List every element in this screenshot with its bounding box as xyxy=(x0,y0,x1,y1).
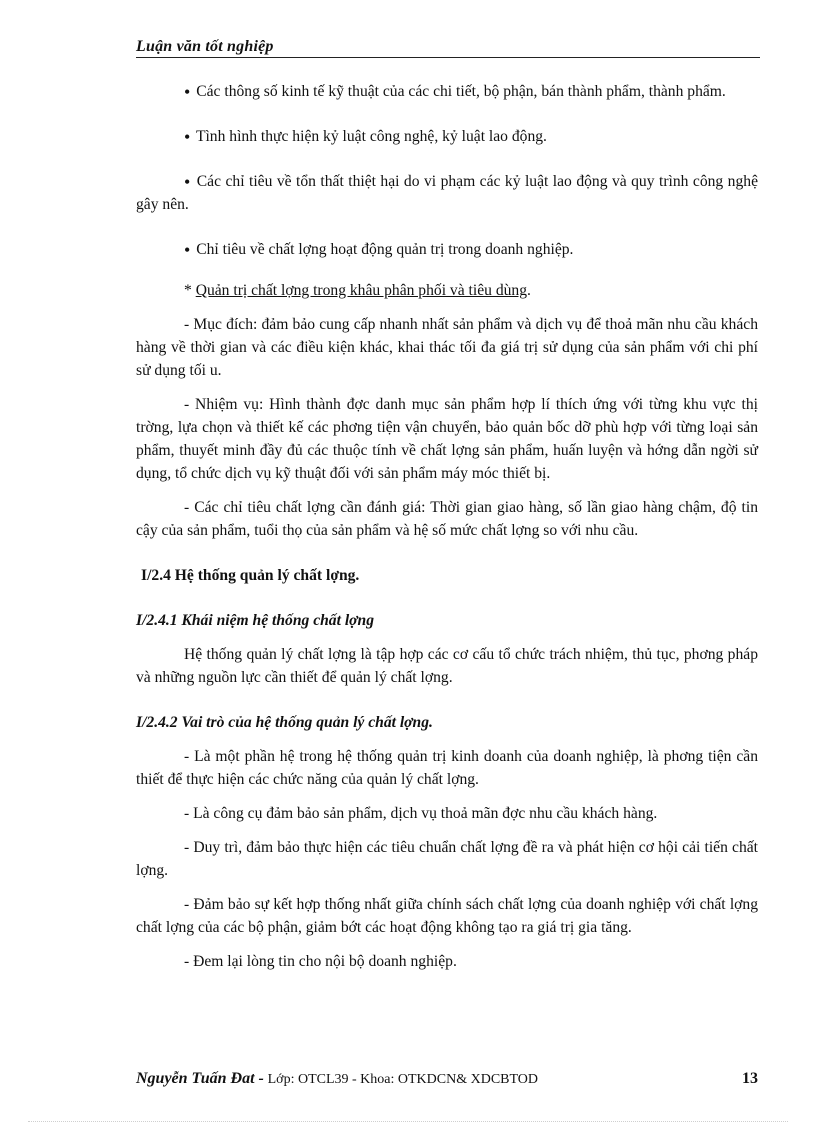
page-edge-divider xyxy=(28,1121,788,1122)
bullet-paragraph xyxy=(136,238,758,261)
subsection-heading: I/2.4.2 Vai trò của hệ thống quản lý chất lợng. xyxy=(136,714,433,731)
page-body xyxy=(136,80,758,973)
bullet-icon: • xyxy=(184,172,191,192)
page-number: 13 xyxy=(742,1070,758,1087)
role-paragraph: - Đem lại lòng tin cho nội bộ doanh nghiệp. xyxy=(184,953,457,970)
paragraph-chi-tieu: - Các chỉ tiêu chất lợng cần đánh giá: Thời gian giao hàng, số lần giao hàng chậm, độ tin cậy của sản phẩm, tuổi thọ của sản phẩm và hệ số mức chất lợng so với nhu cầu. xyxy=(136,499,758,539)
star-heading xyxy=(136,279,758,302)
bullet-text: Chỉ tiêu về chất lợng hoạt động quản trị trong doanh nghiệp. xyxy=(196,241,574,258)
bullet-text: Các chỉ tiêu về tổn thất thiệt hại do vi phạm các kỷ luật lao động và quy trình công nghệ gây nên. xyxy=(136,173,758,213)
bullet-icon: • xyxy=(184,82,191,102)
bullet-paragraph xyxy=(136,170,758,216)
star-heading-text: Quản trị chất lợng trong khâu phân phối và tiêu dùng xyxy=(195,282,528,299)
bullet-text: Các thông số kinh tế kỹ thuật của các chi tiết, bộ phận, bán thành phẩm, thành phẩm. xyxy=(196,83,726,100)
paragraph-nhiem-vu: - Nhiệm vụ: Hình thành đợc danh mục sản phẩm hợp lí thích ứng với từng khu vực thị trờng, lựa chọn và thiết kế các phơng tiện vận chuyển, bảo quản bốc dỡ phù hợp với từng loại sản phẩm, thuyết minh đầy đủ các thuộc tính về chất lợng sản phẩm, huấn luyện và hớng dẫn ngời sử dụng, tổ chức dịch vụ kỹ thuật đối với sản phẩm máy móc thiết bị. xyxy=(136,396,758,482)
role-paragraph: - Là một phần hệ trong hệ thống quản trị kinh doanh của doanh nghiệp, là phơng tiện cần thiết để thực hiện các chức năng của quản lý chất lợng. xyxy=(136,748,758,788)
bullet-icon: • xyxy=(184,127,191,147)
bullet-paragraph xyxy=(136,125,758,148)
bullet-icon: • xyxy=(184,240,191,260)
page-footer xyxy=(136,1070,760,1088)
subsection-heading: I/2.4.1 Khái niệm hệ thống chất lợng xyxy=(136,612,374,629)
paragraph-muc-dich: - Mục đích: đảm bảo cung cấp nhanh nhất sản phẩm và dịch vụ để thoả mãn nhu cầu khách hàng về thời gian và các điều kiện khác, khai thác tối đa giá trị sử dụng của sản phẩm với chi phí sử dụng tối u. xyxy=(136,316,758,379)
role-paragraph: - Duy trì, đảm bảo thực hiện các tiêu chuẩn chất lợng đề ra và phát hiện cơ hội cải tiến chất lợng. xyxy=(136,839,758,879)
bullet-text: Tình hình thực hiện kỷ luật công nghệ, kỷ luật lao động. xyxy=(195,128,547,145)
section-heading: I/2.4 Hệ thống quản lý chất lợng. xyxy=(141,567,360,584)
role-paragraph: - Đảm bảo sự kết hợp thống nhất giữa chính sách chất lợng của doanh nghiệp với chất lợng chất lợng của các bộ phận, giảm bớt các hoạt động không tạo ra giá trị gia tăng. xyxy=(136,896,758,936)
star-prefix: * xyxy=(184,282,196,299)
footer-class-info: Lớp: OTCL39 - Khoa: OTKDCN& XDCBTOD xyxy=(267,1072,539,1087)
running-header: Luận văn tốt nghiệp xyxy=(136,38,760,58)
role-paragraph: - Là công cụ đảm bảo sản phẩm, dịch vụ thoả mãn đợc nhu cầu khách hàng. xyxy=(184,805,658,822)
paragraph-khai-niem: Hệ thống quản lý chất lợng là tập hợp các cơ cấu tổ chức trách nhiệm, thủ tục, phơng pháp và những nguồn lực cần thiết để quản lý chất lợng. xyxy=(136,646,758,686)
star-heading-end: . xyxy=(527,282,531,299)
bullet-paragraph xyxy=(136,80,758,103)
footer-author: Nguyễn Tuấn Đat - xyxy=(136,1070,264,1087)
